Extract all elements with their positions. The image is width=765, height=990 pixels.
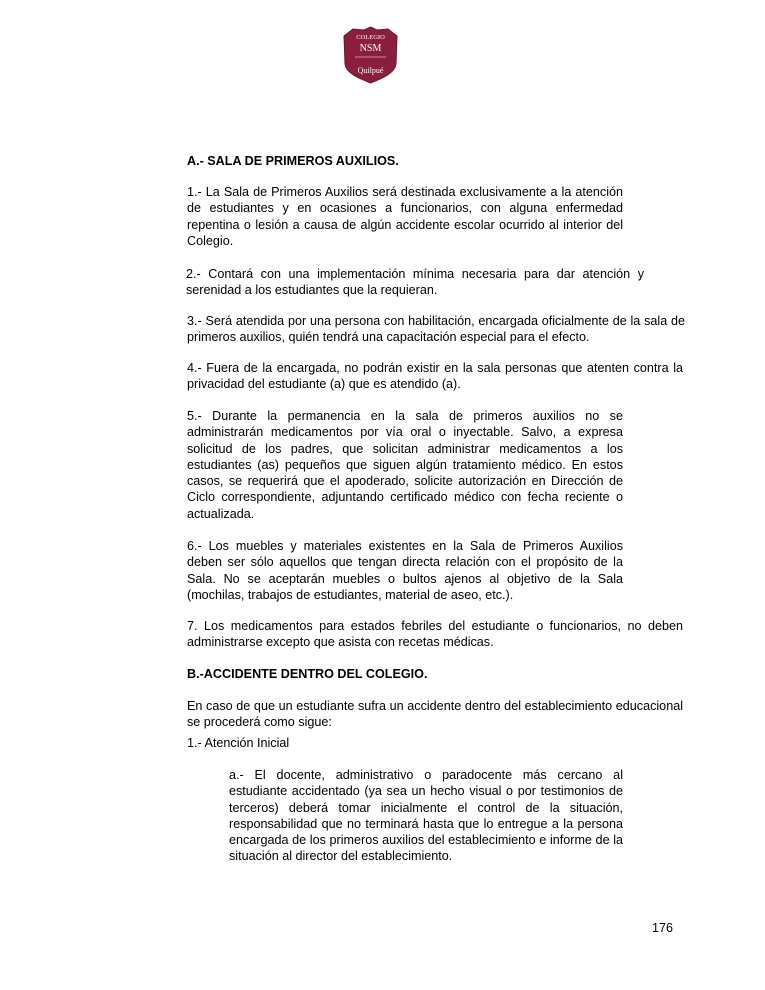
section-a-item-7: 7. Los medicamentos para estados febriles del estudiante o funcionarios, no deben administrarse excepto que asista con recetas médicas. bbox=[187, 619, 683, 650]
crest-icon bbox=[343, 26, 398, 84]
section-a-item-6: 6.- Los muebles y materiales existentes en la Sala de Primeros Auxilios deben ser sólo aquellos que tengan directa relación con el propósito de la Sala. No se aceptarán muebles o bultos ajenos al objetivo de la Sala (mochilas, trabajos de estudiantes, material de aseo, etc.). bbox=[187, 539, 623, 602]
section-b-sub-item-a: a.- El docente, administrativo o paradocente más cercano al estudiante accidentado (ya sea un hecho visual o por testimonios de terceros) deberá tomar inicialmente el control de la situación, responsabilidad que no terminará hasta que lo entregue a la persona encargada de los primeros auxilios del establecimiento e informe de la situación al director del establecimiento. bbox=[229, 768, 623, 864]
section-b-subheading: 1.- Atención Inicial bbox=[187, 736, 290, 750]
crest-line3: Quilpué bbox=[357, 66, 384, 75]
page-number: 176 bbox=[652, 921, 674, 935]
section-a-item-4: 4.- Fuera de la encargada, no podrán existir en la sala personas que atenten contra la privacidad del estudiante (a) que es atendido (a). bbox=[187, 361, 683, 392]
section-a-item-1: 1.- La Sala de Primeros Auxilios será destinada exclusivamente a la atención de estudiantes y en ocasiones a funcionarios, con alguna enfermedad repentina o lesión a causa de algún accidente escolar ocurrido al interior del Colegio. bbox=[187, 185, 623, 248]
section-a-item-3: 3.- Será atendida por una persona con habilitación, encargada oficialmente de la sala de primeros auxilios, quién tendrá una capacitación especial para el efecto. bbox=[187, 314, 685, 345]
section-a-item-2: 2.- Contará con una implementación mínima necesaria para dar atención y serenidad a los estudiantes que la requieran. bbox=[186, 267, 644, 298]
section-b-intro: En caso de que un estudiante sufra un accidente dentro del establecimiento educacional se procederá como sigue: bbox=[187, 699, 683, 730]
crest-line1: COLEGIO bbox=[356, 34, 385, 41]
school-crest-logo bbox=[343, 26, 398, 84]
crest-line2: NSM bbox=[359, 43, 382, 54]
section-a-item-5: 5.- Durante la permanencia en la sala de primeros auxilios no se administrarán medicamentos por vía oral o inyectable. Salvo, a expresa solicitud de los padres, que solicitan administrar medicamentos a los estudiantes (as) pequeños que siguen algún tratamiento médico. En estos casos, se requerirá que el apoderado, solicite autorización en Dirección de Ciclo correspondiente, adjuntando certificado médico con fecha reciente o actualizada. bbox=[187, 409, 623, 521]
section-b-heading: B.-ACCIDENTE DENTRO DEL COLEGIO. bbox=[187, 667, 428, 681]
section-a-heading: A.- SALA DE PRIMEROS AUXILIOS. bbox=[187, 154, 399, 168]
